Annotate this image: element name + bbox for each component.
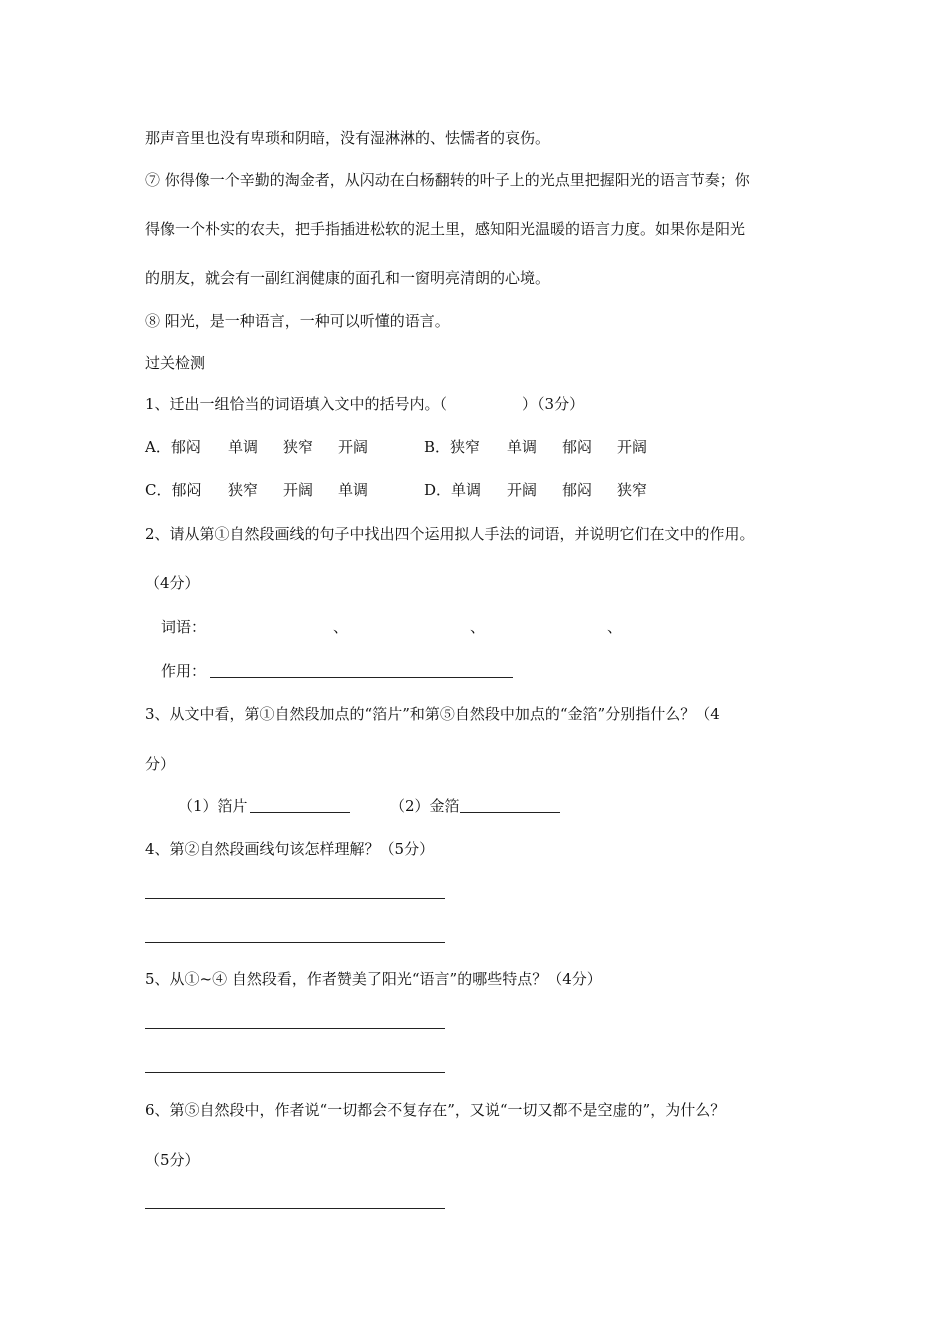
question-4-stem: 4、第②自然段画线句该怎样理解？（5分） bbox=[145, 840, 435, 858]
question-6-score: （5分） bbox=[145, 1151, 200, 1169]
option-word: 开阔 bbox=[507, 481, 538, 499]
option-word: 狭窄 bbox=[617, 481, 648, 499]
words-label: 词语： bbox=[161, 618, 207, 636]
answer-line[interactable] bbox=[145, 942, 445, 943]
option-word: 狭窄 bbox=[283, 438, 314, 456]
option-word: B．狭窄 bbox=[424, 438, 481, 456]
separator: 、 bbox=[333, 618, 349, 636]
section-title: 过关检测 bbox=[145, 354, 206, 372]
option-word: 开阔 bbox=[617, 438, 648, 456]
paragraph-8: ⑧ 阳光，是一种语言，一种可以听懂的语言。 bbox=[145, 312, 450, 330]
answer-line[interactable] bbox=[145, 1208, 445, 1209]
question-2-stem: 2、请从第①自然段画线的句子中找出四个运用拟人手法的词语，并说明它们在文中的作用。 bbox=[145, 525, 755, 543]
separator: 、 bbox=[607, 618, 623, 636]
option-word: 开阔 bbox=[283, 481, 314, 499]
answer-line[interactable] bbox=[145, 898, 445, 899]
option-word: A．郁闷 bbox=[145, 438, 201, 456]
option-word: D．单调 bbox=[424, 481, 482, 499]
option-word: 开阔 bbox=[338, 438, 369, 456]
effect-label: 作用： bbox=[161, 662, 207, 680]
paragraph-7-line-2: 得像一个朴实的农夫，把手指插进松软的泥土里，感知阳光温暖的语言力度。如果你是阳光 bbox=[145, 220, 746, 238]
answer-line[interactable] bbox=[145, 1072, 445, 1073]
paragraph-7-line-1: ⑦ 你得像一个辛勤的淘金者，从闪动在白杨翻转的叶子上的光点里把握阳光的语言节奏；你 bbox=[145, 171, 750, 189]
effect-answer-line[interactable] bbox=[210, 677, 513, 678]
question-3-stem: 3、从文中看，第①自然段加点的“箔片”和第⑤自然段中加点的“金箔”分别指什么？（4 bbox=[145, 705, 720, 723]
answer-2-blank[interactable] bbox=[460, 812, 560, 813]
option-word: 单调 bbox=[228, 438, 259, 456]
answer-2-label: （2）金箔 bbox=[390, 797, 460, 815]
question-2-score: （4分） bbox=[145, 574, 200, 592]
option-word: 狭窄 bbox=[228, 481, 259, 499]
option-word: 单调 bbox=[338, 481, 369, 499]
option-word: 郁闷 bbox=[562, 438, 593, 456]
question-5-stem: 5、从①~④ 自然段看，作者赞美了阳光“语言”的哪些特点？（4分） bbox=[145, 970, 602, 988]
paragraph-7-line-3: 的朋友，就会有一副红润健康的面孔和一窗明亮清朗的心境。 bbox=[145, 269, 551, 287]
option-word: 单调 bbox=[507, 438, 538, 456]
separator: 、 bbox=[470, 618, 486, 636]
question-3-stem-cont: 分） bbox=[145, 755, 176, 773]
question-6-stem: 6、第⑤自然段中，作者说“一切都会不复存在”，又说“一切又都不是空虚的”，为什么？ bbox=[145, 1101, 726, 1119]
option-word: C．郁闷 bbox=[145, 481, 202, 499]
option-word: 郁闷 bbox=[562, 481, 593, 499]
answer-1-blank[interactable] bbox=[250, 812, 350, 813]
answer-line[interactable] bbox=[145, 1028, 445, 1029]
passage-line: 那声音里也没有卑琐和阴暗，没有湿淋淋的、怯懦者的哀伤。 bbox=[145, 129, 551, 147]
answer-1-label: （1）箔片 bbox=[178, 797, 248, 815]
question-1-stem: 1、迁出一组恰当的词语填入文中的括号内。（ ）（3分） bbox=[145, 395, 585, 413]
